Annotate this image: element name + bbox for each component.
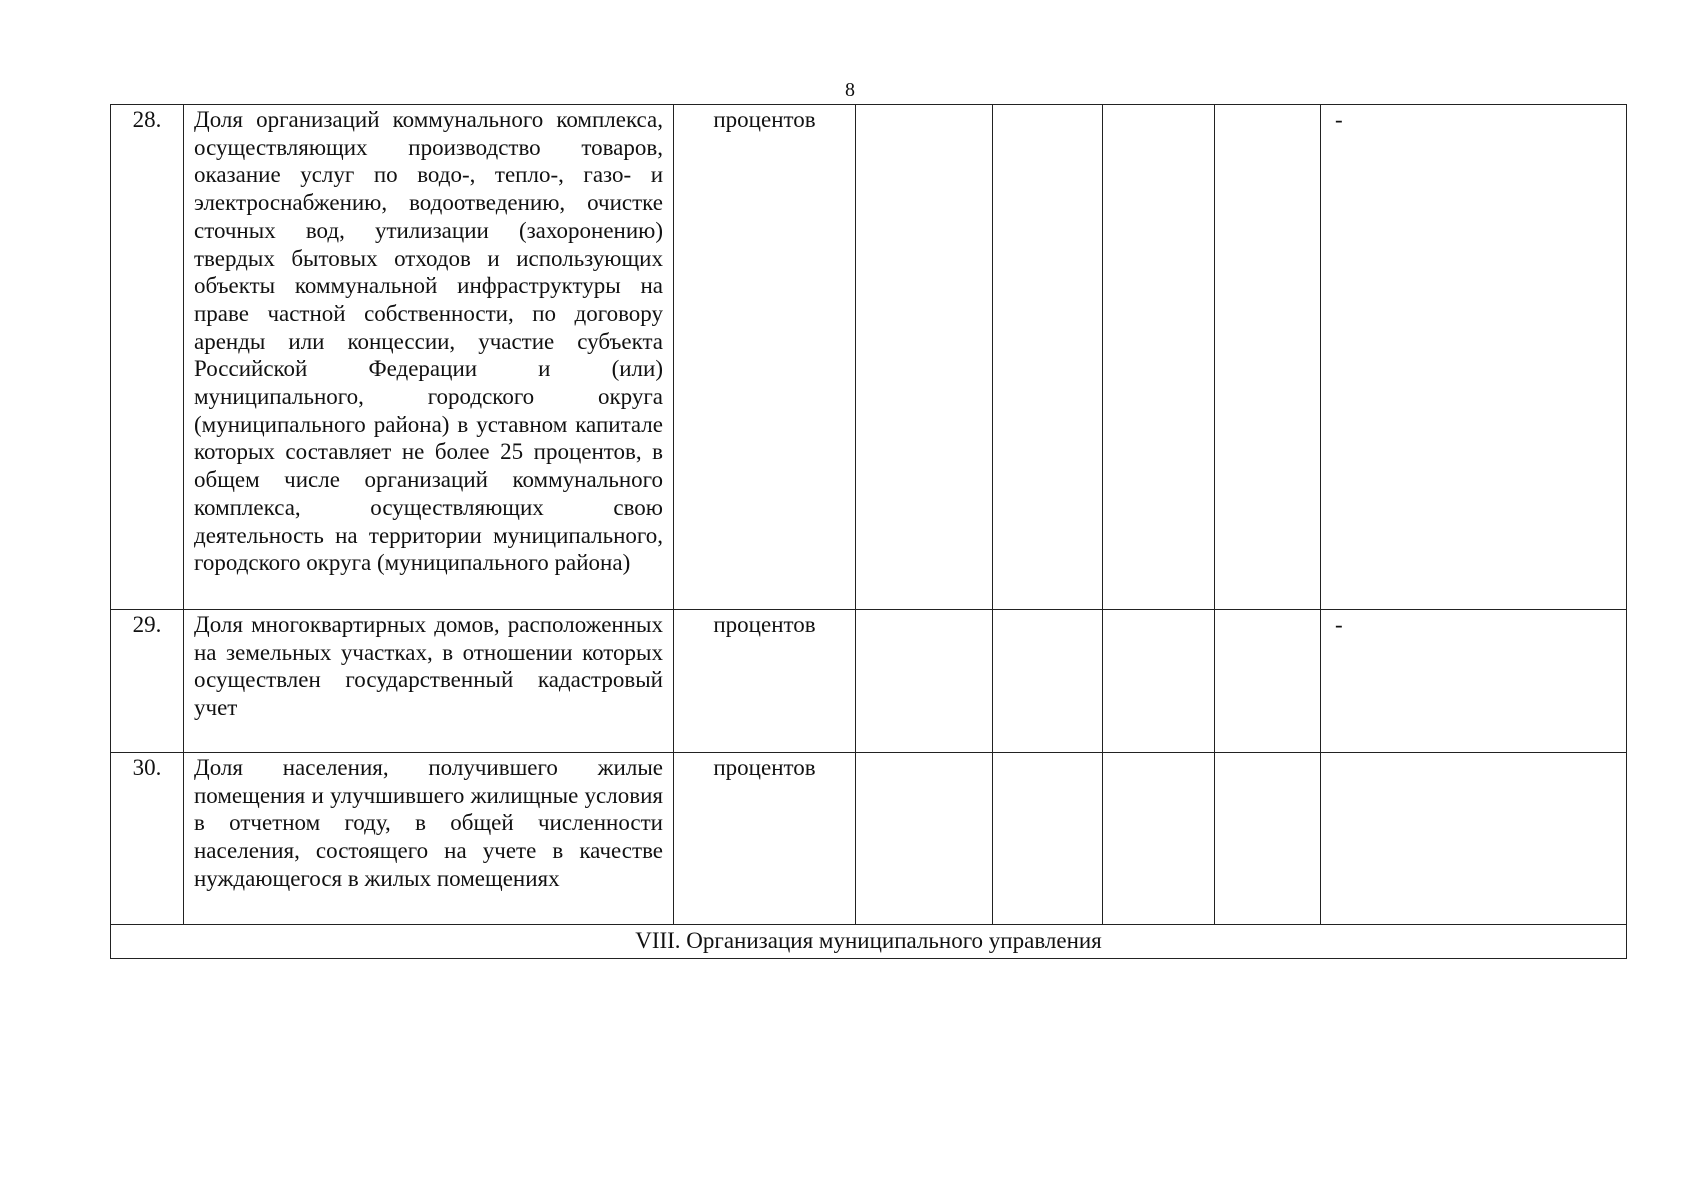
value-cell-2: [993, 753, 1103, 925]
note-cell: [1321, 753, 1627, 925]
value-cell-4: [1215, 610, 1321, 753]
value-cell-4: [1215, 105, 1321, 610]
row-number: 30.: [111, 753, 184, 925]
value-cell-3: [1103, 753, 1215, 925]
value-cell-1: [856, 610, 993, 753]
indicator-description: Доля организаций коммунального комплекса, осуществляющих производство товаров, оказание услуг по водо-, тепло-, газо- и электроснабжению, водоотведению, очистке сточных вод, утилизации (захоронению) твердых бытовых отходов и использующих объекты коммунальной инфраструктуры на праве частной собственности, по договору аренды или концессии, участие субъекта Российской Федерации и (или) муниципального, городского округа (муниципального района) в уставном капитале которых составляет не более 25 процентов, в общем числе организаций коммунального комплекса, осуществляющих свою деятельность на территории муниципального, городского округа (муниципального района): [184, 105, 674, 610]
value-cell-2: [993, 610, 1103, 753]
section-title: VIII. Организация муниципального управления: [111, 925, 1627, 959]
value-cell-1: [856, 105, 993, 610]
value-cell-3: [1103, 610, 1215, 753]
note-cell: -: [1321, 610, 1627, 753]
value-cell-1: [856, 753, 993, 925]
note-cell: -: [1321, 105, 1627, 610]
unit-cell: процентов: [674, 753, 856, 925]
section-row: [111, 925, 1627, 959]
indicator-description: Доля многоквартирных домов, расположенных на земельных участках, в отношении которых осуществлен государственный кадастровый учет: [184, 610, 674, 753]
value-cell-4: [1215, 753, 1321, 925]
table-row: [111, 105, 1627, 610]
table-row: [111, 610, 1627, 753]
unit-cell: процентов: [674, 105, 856, 610]
row-number: 28.: [111, 105, 184, 610]
page-number: 8: [845, 79, 855, 101]
indicators-table: [110, 104, 1627, 959]
unit-cell: процентов: [674, 610, 856, 753]
value-cell-3: [1103, 105, 1215, 610]
indicator-description: Доля населения, получившего жилые помещения и улучшившего жилищные условия в отчетном году, в общей численности населения, состоящего на учете в качестве нуждающегося в жилых помещениях: [184, 753, 674, 925]
row-number: 29.: [111, 610, 184, 753]
table-row: [111, 753, 1627, 925]
value-cell-2: [993, 105, 1103, 610]
